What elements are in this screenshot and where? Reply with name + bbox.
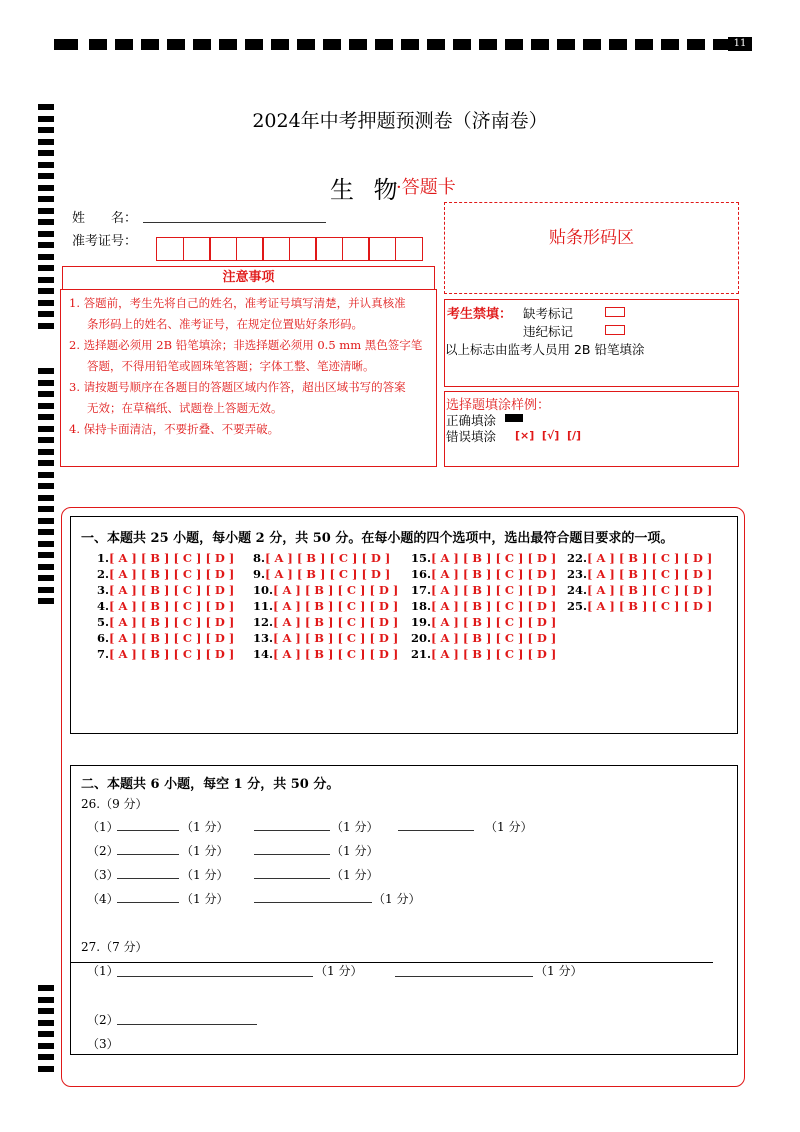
answer-options[interactable]: [ A ] [ B ] [ C ] [ D ] [265, 567, 391, 581]
ticket-label: 准考证号： [72, 234, 138, 249]
mcq-question[interactable] [411, 599, 556, 613]
timing-mark [38, 529, 54, 535]
question-number: 21. [411, 647, 432, 661]
timing-mark [38, 242, 54, 248]
ticket-digit-box[interactable] [342, 237, 370, 261]
mcq-question[interactable] [411, 551, 556, 565]
score-label: （1 分） [181, 844, 229, 858]
notice-title: 注意事项 [222, 270, 275, 285]
answer-options[interactable]: [ A ] [ B ] [ C ] [ D ] [431, 567, 557, 581]
timing-mark [89, 39, 107, 50]
timing-mark [38, 300, 54, 306]
ticket-digit-box[interactable] [209, 237, 237, 261]
timing-mark [38, 449, 54, 455]
mcq-question[interactable] [567, 567, 712, 581]
timing-mark [38, 208, 54, 214]
notice-line: 无效；在草稿纸、试题卷上答题无效。 [87, 401, 283, 415]
timing-mark [245, 39, 263, 50]
ticket-digit-box[interactable] [315, 237, 343, 261]
q27-1-answer-2[interactable] [395, 976, 533, 977]
timing-mark [479, 39, 497, 50]
ticket-digit-box[interactable] [289, 237, 317, 261]
score-label: （1 分） [331, 844, 379, 858]
timing-mark [38, 472, 54, 478]
timing-mark [38, 391, 54, 397]
sample-title: 选择题填涂样例： [446, 398, 551, 413]
question-number: 16. [411, 567, 432, 581]
ticket-digit-box[interactable] [156, 237, 184, 261]
question-number: 14. [253, 647, 274, 661]
timing-mark [38, 254, 54, 260]
q26-1-answer-2[interactable] [254, 830, 330, 831]
timing-mark [661, 39, 679, 50]
timing-mark [38, 139, 54, 145]
timing-mark [219, 39, 237, 50]
timing-mark [401, 39, 419, 50]
mcq-question[interactable] [253, 583, 398, 597]
ticket-digit-box[interactable] [236, 237, 264, 261]
answer-options[interactable]: [ A ] [ B ] [ C ] [ D ] [587, 599, 713, 613]
notice-line: 4. 保持卡面清洁，不要折叠、不要弄破。 [69, 422, 280, 436]
timing-mark [583, 39, 601, 50]
mcq-question[interactable] [411, 647, 556, 661]
answer-options[interactable]: [ A ] [ B ] [ C ] [ D ] [109, 647, 235, 661]
question-number: 17. [411, 583, 432, 597]
answer-options[interactable]: [ A ] [ B ] [ C ] [ D ] [265, 551, 391, 565]
timing-mark [38, 495, 54, 501]
timing-mark [38, 1043, 54, 1049]
timing-mark [453, 39, 471, 50]
q27-1-answer-1[interactable] [117, 976, 313, 977]
answer-options[interactable]: [ A ] [ B ] [ C ] [ D ] [273, 615, 399, 629]
answer-options[interactable]: [ A ] [ B ] [ C ] [ D ] [587, 551, 713, 565]
forbid-note: 以上标志由监考人员用 2B 铅笔填涂 [445, 342, 645, 357]
timing-mark [54, 39, 78, 50]
timing-mark [38, 426, 54, 432]
q26-blank-label: （1） [87, 820, 119, 834]
ticket-digit-box[interactable] [262, 237, 290, 261]
timing-mark [38, 380, 54, 386]
timing-mark [375, 39, 393, 50]
question-number: 19. [411, 615, 432, 629]
notice-header [62, 266, 435, 290]
mcq-question[interactable] [253, 599, 398, 613]
timing-mark [115, 39, 133, 50]
timing-mark [38, 265, 54, 271]
timing-mark [38, 1054, 54, 1060]
question-number: 15. [411, 551, 432, 565]
question-number: 20. [411, 631, 432, 645]
timing-mark [38, 1066, 54, 1072]
timing-mark [38, 575, 54, 581]
correct-fill-sample [505, 414, 523, 422]
mcq-question[interactable] [97, 599, 234, 613]
mcq-question[interactable] [253, 551, 390, 565]
timing-mark [38, 288, 54, 294]
mcq-question[interactable] [253, 615, 398, 629]
score-label: （1 分） [315, 964, 363, 978]
answer-options[interactable]: [ A ] [ B ] [ C ] [ D ] [109, 551, 235, 565]
timing-mark [531, 39, 549, 50]
answer-options[interactable]: [ A ] [ B ] [ C ] [ D ] [109, 599, 235, 613]
question-number: 9. [253, 567, 266, 581]
q27-2-answer[interactable] [117, 1024, 257, 1025]
mcq-question[interactable] [253, 631, 398, 645]
q26-blank-label: （4） [87, 892, 119, 906]
answer-options[interactable]: [ A ] [ B ] [ C ] [ D ] [109, 631, 235, 645]
mcq-question[interactable] [97, 615, 234, 629]
answer-options[interactable]: [ A ] [ B ] [ C ] [ D ] [587, 567, 713, 581]
section1-box [70, 516, 738, 734]
timing-mark [38, 311, 54, 317]
answer-options[interactable]: [ A ] [ B ] [ C ] [ D ] [109, 615, 235, 629]
q27-divider [71, 962, 713, 963]
absent-mark-box[interactable] [605, 307, 625, 317]
q26-label: 26.（9 分） [81, 797, 148, 811]
timing-mark [349, 39, 367, 50]
timing-mark [38, 219, 54, 225]
mcq-question[interactable] [97, 631, 234, 645]
timing-mark [38, 185, 54, 191]
mcq-question[interactable] [97, 583, 234, 597]
notice-line: 1. 答题前，考生先将自己的姓名，准考证号填写清楚，并认真核准 [69, 296, 406, 310]
timing-mark [38, 506, 54, 512]
score-label: （1 分） [485, 820, 533, 834]
q27-blank-label: （2） [87, 1013, 119, 1027]
score-label: （1 分） [331, 868, 379, 882]
notice-box [60, 289, 437, 467]
answer-options[interactable]: [ A ] [ B ] [ C ] [ D ] [431, 615, 557, 629]
notice-line: 条形码上的姓名、准考证号，在规定位置贴好条形码。 [87, 317, 363, 331]
mcq-question[interactable] [411, 583, 556, 597]
answer-options[interactable]: [ A ] [ B ] [ C ] [ D ] [273, 599, 399, 613]
answer-options[interactable]: [ A ] [ B ] [ C ] [ D ] [273, 647, 399, 661]
timing-mark [38, 323, 54, 329]
answer-options[interactable]: [ A ] [ B ] [ C ] [ D ] [431, 551, 557, 565]
section2-box [70, 765, 738, 1055]
timing-mark [38, 368, 54, 374]
timing-mark [141, 39, 159, 50]
question-number: 4. [97, 599, 110, 613]
q26-1-answer-3[interactable] [398, 830, 474, 831]
timing-mark [687, 39, 705, 50]
q26-4-answer-1[interactable] [117, 902, 179, 903]
question-number: 2. [97, 567, 110, 581]
timing-mark [38, 518, 54, 524]
section2-title: 二、本题共 6 小题，每空 1 分，共 50 分。 [81, 777, 340, 792]
timing-mark [557, 39, 575, 50]
mcq-question[interactable] [567, 583, 712, 597]
notice-line: 答题，不得用铅笔或圆珠笔答题；字体工整、笔迹清晰。 [87, 359, 375, 373]
timing-mark [38, 460, 54, 466]
mcq-question[interactable] [411, 567, 556, 581]
answer-options[interactable]: [ A ] [ B ] [ C ] [ D ] [273, 583, 399, 597]
notice-line: 3. 请按题号顺序在各题目的答题区域内作答，超出区域书写的答案 [69, 380, 406, 394]
violation-mark-box[interactable] [605, 325, 625, 335]
timing-mark [427, 39, 445, 50]
correct-label: 正确填涂 [446, 413, 497, 428]
mcq-question[interactable] [97, 551, 234, 565]
wrong-fill-samples: [×] [√] [/] [515, 429, 582, 442]
section1-title: 一、本题共 25 小题，每小题 2 分，共 50 分。在每小题的四个选项中，选出最符合题目要求的一项。 [81, 531, 674, 546]
q26-2-answer-1[interactable] [117, 854, 179, 855]
question-number: 8. [253, 551, 266, 565]
timing-mark [635, 39, 653, 50]
score-label: （1 分） [181, 892, 229, 906]
examiner-only-box [444, 299, 739, 387]
page-title: 2024年中考押题预测卷（济南卷） [252, 110, 548, 132]
fill-sample-box [444, 391, 739, 467]
timing-mark [38, 403, 54, 409]
timing-mark [297, 39, 315, 50]
name-label: 姓 名： [72, 211, 138, 226]
timing-mark [38, 173, 54, 179]
answer-options[interactable]: [ A ] [ B ] [ C ] [ D ] [587, 583, 713, 597]
timing-mark [38, 1020, 54, 1026]
timing-mark [38, 231, 54, 237]
question-number: 3. [97, 583, 110, 597]
question-number: 11. [253, 599, 274, 613]
timing-mark [38, 150, 54, 156]
answer-options[interactable]: [ A ] [ B ] [ C ] [ D ] [109, 567, 235, 581]
mcq-question[interactable] [97, 647, 234, 661]
question-number: 5. [97, 615, 110, 629]
score-label: （1 分） [535, 964, 583, 978]
timing-mark [323, 39, 341, 50]
timing-mark [38, 564, 54, 570]
question-number: 22. [567, 551, 588, 565]
q27-label: 27.（7 分） [81, 940, 148, 954]
question-number: 12. [253, 615, 274, 629]
notice-line: 2. 选择题必须用 2B 铅笔填涂；非选择题必须用 0.5 mm 黑色签字笔 [69, 338, 423, 352]
violation-label: 违纪标记 [523, 324, 574, 339]
mcq-question[interactable] [97, 567, 234, 581]
question-number: 23. [567, 567, 588, 581]
timing-mark [271, 39, 289, 50]
answer-options[interactable]: [ A ] [ B ] [ C ] [ D ] [431, 583, 557, 597]
q27-blank-label: （1） [87, 964, 119, 978]
mcq-question[interactable] [567, 551, 712, 565]
ticket-digit-box[interactable] [395, 237, 423, 261]
timing-mark [38, 587, 54, 593]
q26-blank-label: （3） [87, 868, 119, 882]
answer-options[interactable]: [ A ] [ B ] [ C ] [ D ] [273, 631, 399, 645]
timing-mark [38, 541, 54, 547]
timing-mark [38, 552, 54, 558]
name-field[interactable] [143, 222, 326, 223]
wrong-label: 错误填涂 [446, 429, 497, 444]
score-label: （1 分） [373, 892, 421, 906]
timing-mark [38, 1008, 54, 1014]
timing-mark [38, 997, 54, 1003]
page-number: 11 [728, 37, 752, 51]
barcode-area [444, 202, 739, 294]
mcq-question[interactable] [253, 647, 398, 661]
answer-options[interactable]: [ A ] [ B ] [ C ] [ D ] [431, 631, 557, 645]
question-number: 24. [567, 583, 588, 597]
timing-mark [38, 437, 54, 443]
question-number: 1. [97, 551, 110, 565]
timing-mark [38, 598, 54, 604]
q26-1-answer-1[interactable] [117, 830, 179, 831]
answer-card-label: ·答题卡 [396, 177, 456, 198]
timing-mark [38, 483, 54, 489]
absent-label: 缺考标记 [523, 306, 574, 321]
ticket-number-boxes[interactable] [156, 237, 424, 261]
ticket-digit-box[interactable] [183, 237, 211, 261]
mcq-question[interactable] [567, 599, 712, 613]
answer-options[interactable]: [ A ] [ B ] [ C ] [ D ] [431, 599, 557, 613]
ticket-digit-box[interactable] [368, 237, 396, 261]
q26-3-answer-1[interactable] [117, 878, 179, 879]
timing-mark [193, 39, 211, 50]
question-number: 6. [97, 631, 110, 645]
question-number: 10. [253, 583, 274, 597]
timing-mark [38, 985, 54, 991]
answer-options[interactable]: [ A ] [ B ] [ C ] [ D ] [431, 647, 557, 661]
timing-mark [38, 414, 54, 420]
timing-mark [38, 162, 54, 168]
timing-mark [505, 39, 523, 50]
timing-mark [38, 196, 54, 202]
mcq-question[interactable] [411, 631, 556, 645]
mcq-question[interactable] [411, 615, 556, 629]
q26-2-answer-2[interactable] [254, 854, 330, 855]
score-label: （1 分） [181, 868, 229, 882]
score-label: （1 分） [331, 820, 379, 834]
question-number: 25. [567, 599, 588, 613]
timing-mark [38, 277, 54, 283]
mcq-question[interactable] [253, 567, 390, 581]
score-label: （1 分） [181, 820, 229, 834]
timing-mark [167, 39, 185, 50]
timing-mark [609, 39, 627, 50]
question-number: 7. [97, 647, 110, 661]
q27-blank-label: （3） [87, 1037, 119, 1051]
answer-options[interactable]: [ A ] [ B ] [ C ] [ D ] [109, 583, 235, 597]
subject-title: 生 物 [330, 176, 404, 204]
q26-4-answer-2[interactable] [254, 902, 372, 903]
timing-mark [38, 1031, 54, 1037]
barcode-label: 贴条形码区 [549, 228, 634, 248]
question-number: 18. [411, 599, 432, 613]
q26-blank-label: （2） [87, 844, 119, 858]
forbid-title: 考生禁填： [447, 307, 513, 322]
q26-3-answer-2[interactable] [254, 878, 330, 879]
question-number: 13. [253, 631, 274, 645]
